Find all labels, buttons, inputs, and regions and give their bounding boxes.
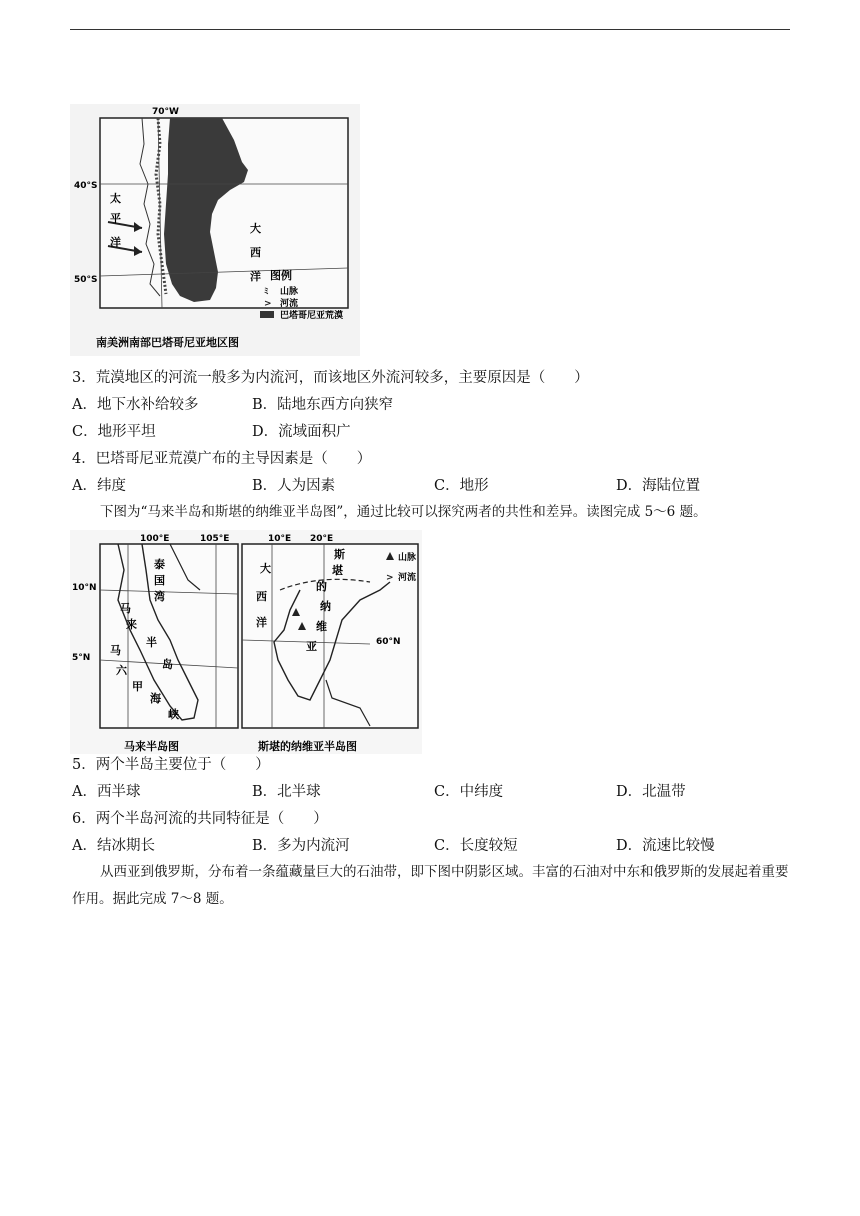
patagonia-legend-title: 图例 [270, 269, 292, 282]
malay-lat-5: 5°N [72, 653, 91, 663]
patagonia-lat-50: 50°S [74, 275, 98, 285]
atlantic-char-1: 大 [250, 222, 261, 235]
header-rule [70, 29, 790, 30]
q4-option-c: C．地形 [434, 478, 489, 494]
patagonia-caption: 南美洲南部巴塔哥尼亚地区图 [96, 336, 239, 349]
strait-char-2: 六 [116, 664, 127, 677]
intro-oil-belt: 从西亚到俄罗斯，分布着一条蕴藏量巨大的石油带，即下图中阴影区域。丰富的石油对中东和俄罗斯的发展起着重要作用。据此完成 7～8 题。 [72, 864, 789, 907]
scand-pen-char-2: 堪 [332, 564, 343, 577]
svg-text:>: > [264, 299, 272, 309]
q3-stem: 3．荒漠地区的河流一般多为内流河，而该地区外流河较多，主要原因是（ ） [72, 370, 589, 386]
scand-pen-char-6: 亚 [306, 640, 317, 653]
scand-caption: 斯堪的纳维亚半岛图 [258, 740, 357, 753]
q6-option-b: B．多为内流河 [252, 838, 350, 854]
scand-legend-river: 河流 [398, 573, 417, 583]
atlantic-char-3: 洋 [250, 270, 261, 283]
q5-stem: 5．两个半岛主要位于（ ） [72, 757, 270, 773]
scand-pen-char-1: 斯 [334, 548, 345, 561]
strait-char-5: 峡 [168, 708, 179, 721]
q6-option-d: D．流速比较慢 [616, 838, 715, 854]
q3-option-b: B．陆地东西方向狭窄 [252, 397, 394, 413]
intro-malay-scandinavia: 下图为“马来半岛和斯堪的纳维亚半岛图”，通过比较可以探究两者的共性和差异。读图完成 5～6 题。 [100, 504, 707, 520]
q6-stem: 6．两个半岛河流的共同特征是（ ） [72, 811, 328, 827]
scand-lon-10: 10°E [268, 534, 292, 544]
scand-pen-char-3: 的 [316, 580, 327, 593]
malay-pen-char-4: 岛 [162, 658, 173, 671]
scand-ocean-char-1: 大 [260, 562, 271, 575]
atlantic-char-2: 西 [250, 246, 261, 259]
scand-pen-char-4: 纳 [320, 600, 331, 613]
q4-option-d: D．海陆位置 [616, 478, 701, 494]
patagonia-lon-label: 70°W [152, 107, 179, 117]
malay-pen-char-2: 来 [126, 618, 137, 631]
malay-lon-105: 105°E [200, 534, 230, 544]
malay-lon-100: 100°E [140, 534, 170, 544]
q3-option-d: D．流域面积广 [252, 424, 351, 440]
pacific-char-3: 洋 [110, 236, 121, 249]
q3-option-a: A．地下水补给较多 [72, 397, 199, 413]
gulf-char-2: 国 [154, 574, 165, 587]
q5-option-c: C．中纬度 [434, 784, 504, 800]
q6-option-c: C．长度较短 [434, 838, 518, 854]
q5-option-b: B．北半球 [252, 784, 321, 800]
q4-stem: 4．巴塔哥尼亚荒漠广布的主导因素是（ ） [72, 451, 372, 467]
scand-legend-mountain: 山脉 [398, 553, 417, 563]
patagonia-legend-mountain: 山脉 [280, 287, 299, 297]
svg-text:>: > [386, 573, 394, 583]
peninsula-maps [70, 530, 422, 754]
gulf-char-1: 泰 [154, 558, 165, 571]
q4-option-a: A．纬度 [72, 478, 126, 494]
gulf-char-3: 湾 [154, 590, 165, 603]
scand-ocean-char-2: 西 [256, 590, 267, 603]
q5-option-d: D．北温带 [616, 784, 686, 800]
patagonia-legend-river: 河流 [280, 299, 299, 309]
patagonia-legend-desert: 巴塔哥尼亚荒漠 [280, 311, 344, 321]
patagonia-map [70, 104, 360, 356]
strait-char-3: 甲 [132, 680, 143, 693]
strait-char-4: 海 [150, 692, 161, 705]
scand-lat-60: 60°N [376, 637, 401, 647]
patagonia-lat-40: 40°S [74, 181, 98, 191]
pacific-char-1: 太 [110, 192, 121, 205]
strait-char-1: 马 [110, 644, 121, 657]
q3-option-c: C．地形平坦 [72, 424, 156, 440]
scand-lon-20: 20°E [310, 534, 334, 544]
q4-option-b: B．人为因素 [252, 478, 336, 494]
pacific-char-2: 平 [110, 212, 121, 225]
scand-ocean-char-3: 洋 [256, 616, 267, 629]
malay-lat-10: 10°N [72, 583, 97, 593]
scand-pen-char-5: 维 [316, 620, 327, 633]
q5-option-a: A．西半球 [72, 784, 141, 800]
q6-option-a: A．结冰期长 [72, 838, 155, 854]
malay-pen-char-3: 半 [146, 636, 157, 649]
svg-text:ﾐ: ﾐ [264, 287, 269, 297]
malay-caption: 马来半岛图 [124, 740, 179, 753]
malay-pen-char-1: 马 [120, 602, 131, 615]
